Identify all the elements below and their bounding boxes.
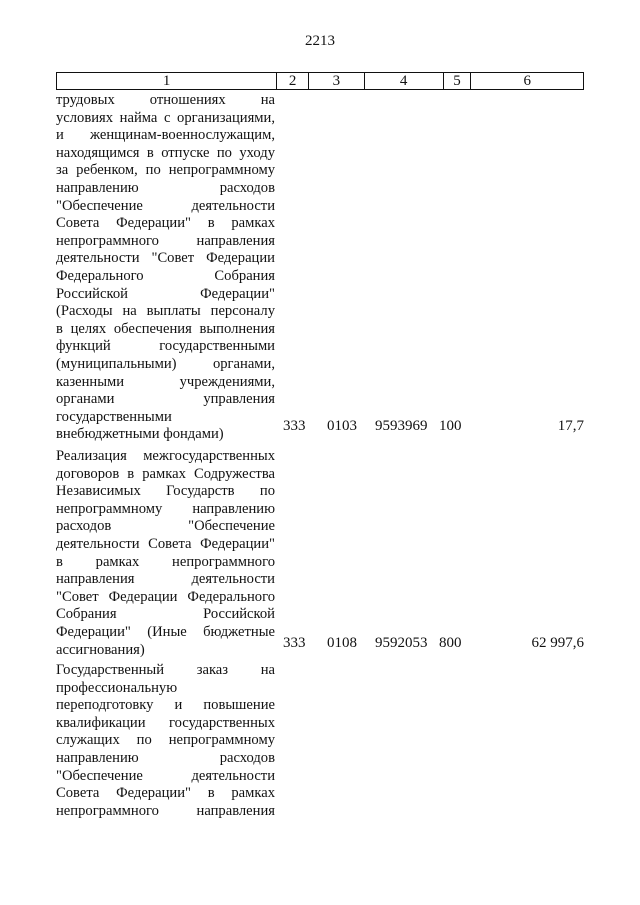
desc-line: в целях обеспечения выполнения [56,320,275,337]
desc-line: служащих по непрограммному [56,732,275,749]
desc-line: Государственный заказ на [56,662,275,678]
desc-line: и женщинам-военнослужащим, [56,127,275,144]
desc-line: непрограммного направления [56,802,275,819]
cell-section-code: 0103 [327,418,357,434]
column-header-1: 1 [57,73,277,89]
desc-line: квалификации государственных [56,714,275,731]
desc-line: Российской Федерации" [56,285,275,302]
desc-line: направления деятельности [56,571,275,588]
desc-line: казенными учреждениями, [56,373,275,390]
page-number: 2213 [305,33,335,49]
desc-line: профессиональную [56,679,178,696]
desc-line: функций государственными [56,338,275,355]
column-header-4: 4 [365,73,444,89]
desc-line: деятельности Совета Федерации" [56,535,275,552]
desc-line: (Расходы на выплаты персоналу [56,303,275,320]
desc-line: Федерального Собрания [56,267,275,284]
table-row [56,448,584,660]
cell-admin-code: 333 [283,635,306,651]
desc-line: "Совет Федерации Федерального [56,588,275,605]
desc-line: Совета Федерации" в рамках [56,215,275,232]
desc-line: Федерации" (Иные бюджетные [56,623,275,640]
column-header-6: 6 [523,73,531,89]
desc-line: непрограммного направления [56,232,275,249]
cell-expense-type: 100 [439,418,462,434]
column-header-2: 2 [277,73,309,89]
desc-line: находящимся в отпуске по уходу [56,144,275,161]
cell-admin-code: 333 [283,418,306,434]
cell-section-code: 0108 [327,635,357,651]
desc-line: в рамках непрограммного [56,553,275,570]
column-header-5: 5 [444,73,472,89]
cell-amount: 62 997,6 [531,635,584,651]
desc-line: переподготовку и повышение [56,697,275,714]
desc-line: трудовых отношениях на [56,92,275,108]
desc-line: непрограммному направлению [56,500,275,517]
desc-line: Независимых Государств по [56,483,275,500]
desc-line: государственными [56,408,172,425]
cell-amount: 17,7 [557,418,584,434]
cell-target-code: 9592053 [375,635,428,651]
desc-line: за ребенком, по непрограммному [56,162,275,179]
cell-target-code: 9593969 [375,418,428,434]
desc-line: направлению расходов [56,749,275,766]
row-description [56,448,275,659]
desc-line: ассигнования) [56,641,145,658]
desc-line: направлению расходов [56,179,275,196]
column-header-3: 3 [309,73,365,89]
desc-line: Реализация межгосударственных [56,448,275,464]
cell-expense-type: 800 [439,635,462,651]
desc-line: внебюджетными фондами) [56,426,224,443]
desc-line: Собрания Российской [56,606,275,623]
row-description [56,662,275,820]
desc-line: условиях найма с организациями, [56,109,275,126]
table-row [56,92,584,444]
desc-line: "Обеспечение деятельности [56,767,275,784]
desc-line: деятельности "Совет Федерации [56,250,275,267]
column-header-row [56,72,584,90]
row-description [56,92,275,444]
desc-line: (муниципальными) органами, [56,355,275,372]
table-row [56,662,584,832]
desc-line: расходов "Обеспечение [56,518,275,535]
desc-line: договоров в рамках Содружества [56,465,275,482]
desc-line: "Обеспечение деятельности [56,197,275,214]
desc-line: органами управления [56,391,275,408]
desc-line: Совета Федерации" в рамках [56,785,275,802]
